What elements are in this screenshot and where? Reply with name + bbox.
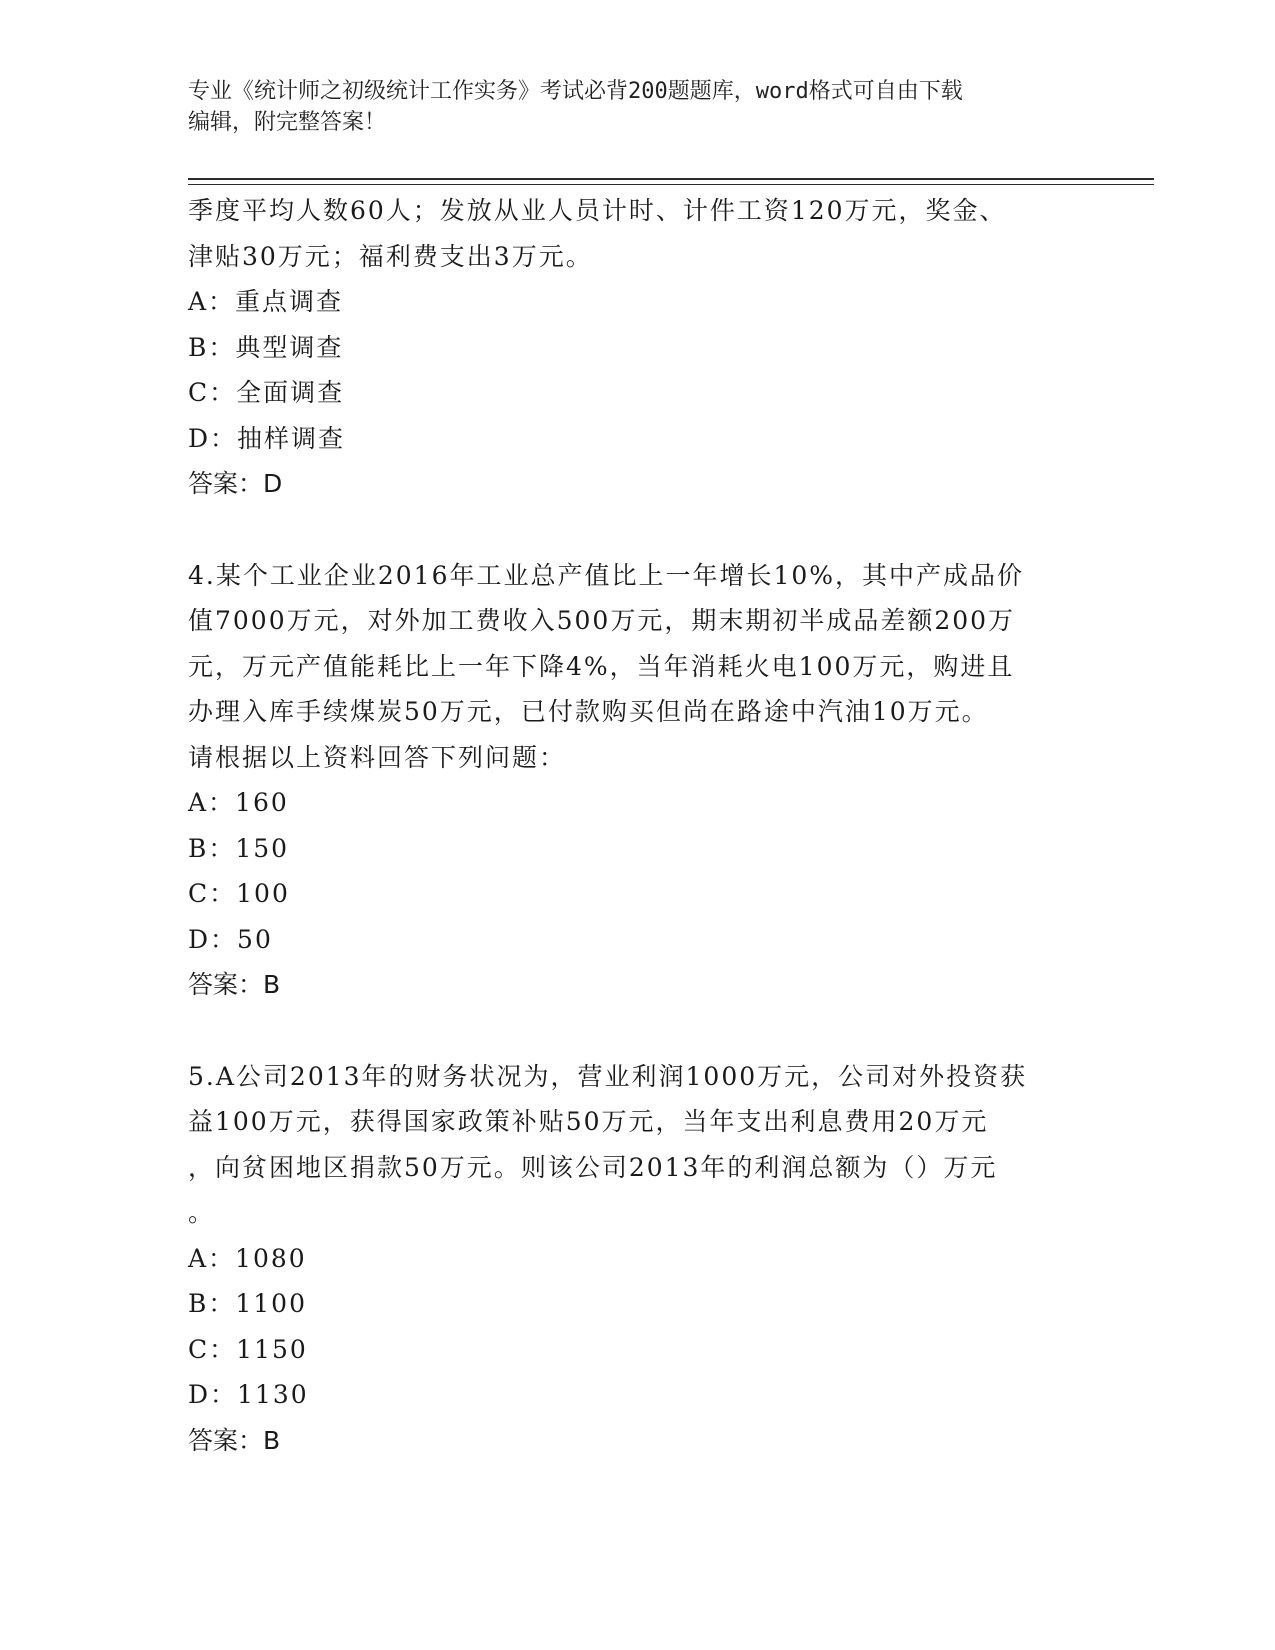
option-c: C：1150: [188, 1334, 308, 1364]
question-text-line: 值7000万元，对外加工费收入500万元，期末期初半成品差额200万: [188, 606, 1016, 635]
question-3: [188, 188, 1088, 507]
question-text-line: 季度平均人数60人；发放从业人员计时、计件工资120万元，奖金、: [188, 196, 1007, 225]
header-title-line-2: 编辑，附完整答案！: [188, 110, 387, 135]
question-text-line: 5.A公司2013年的财务状况为，营业利润1000万元，公司对外投资获: [188, 1061, 1028, 1091]
option-c: C：100: [188, 879, 290, 908]
question-text-line: 津贴30万元；福利费支出3万元。: [188, 241, 593, 271]
question-spacer: [188, 507, 1088, 553]
option-b: B：典型调查: [188, 332, 344, 362]
question-text-line: 益100万元，获得国家政策补贴50万元，当年支出利息费用20万元: [188, 1107, 989, 1136]
question-text-line: 请根据以上资料回答下列问题：: [188, 742, 567, 772]
question-text-line: 元，万元产值能耗比上一年下降4%，当年消耗火电100万元，购进且: [188, 651, 1015, 681]
question-4: [188, 553, 1088, 1008]
header-divider-thin: [188, 184, 1154, 185]
option-d: D：50: [188, 924, 273, 954]
option-a: A：160: [188, 788, 289, 817]
question-text-line: 4.某个工业企业2016年工业总产值比上一年增长10%，其中产成品价: [188, 560, 1025, 590]
option-d: D：1130: [188, 1380, 309, 1409]
question-text-line: 。: [188, 1198, 216, 1227]
option-a: A：1080: [188, 1243, 307, 1273]
header-divider-thick: [188, 178, 1154, 180]
option-b: B：1100: [188, 1289, 307, 1318]
question-text-line: ，向贫困地区捐款50万元。则该公司2013年的利润总额为（）万元: [188, 1152, 998, 1182]
question-list: [188, 188, 1088, 1463]
option-c: C：全面调查: [188, 378, 345, 407]
question-spacer: [188, 1008, 1088, 1054]
option-a: A：重点调查: [188, 287, 344, 316]
question-text-line: 办理入库手续煤炭50万元，已付款购买但尚在路途中汽油10万元。: [188, 697, 989, 726]
option-b: B：150: [188, 833, 290, 863]
answer-line: 答案：B: [188, 970, 281, 999]
header-title-line-1: 专业《统计师之初级统计工作实务》考试必背200题题库，word格式可自由下载: [188, 79, 963, 104]
answer-line: 答案：B: [188, 1425, 281, 1455]
answer-line: 答案：D: [188, 469, 283, 498]
document-header: [188, 76, 1088, 138]
option-d: D：抽样调查: [188, 423, 346, 453]
question-5: [188, 1054, 1088, 1464]
